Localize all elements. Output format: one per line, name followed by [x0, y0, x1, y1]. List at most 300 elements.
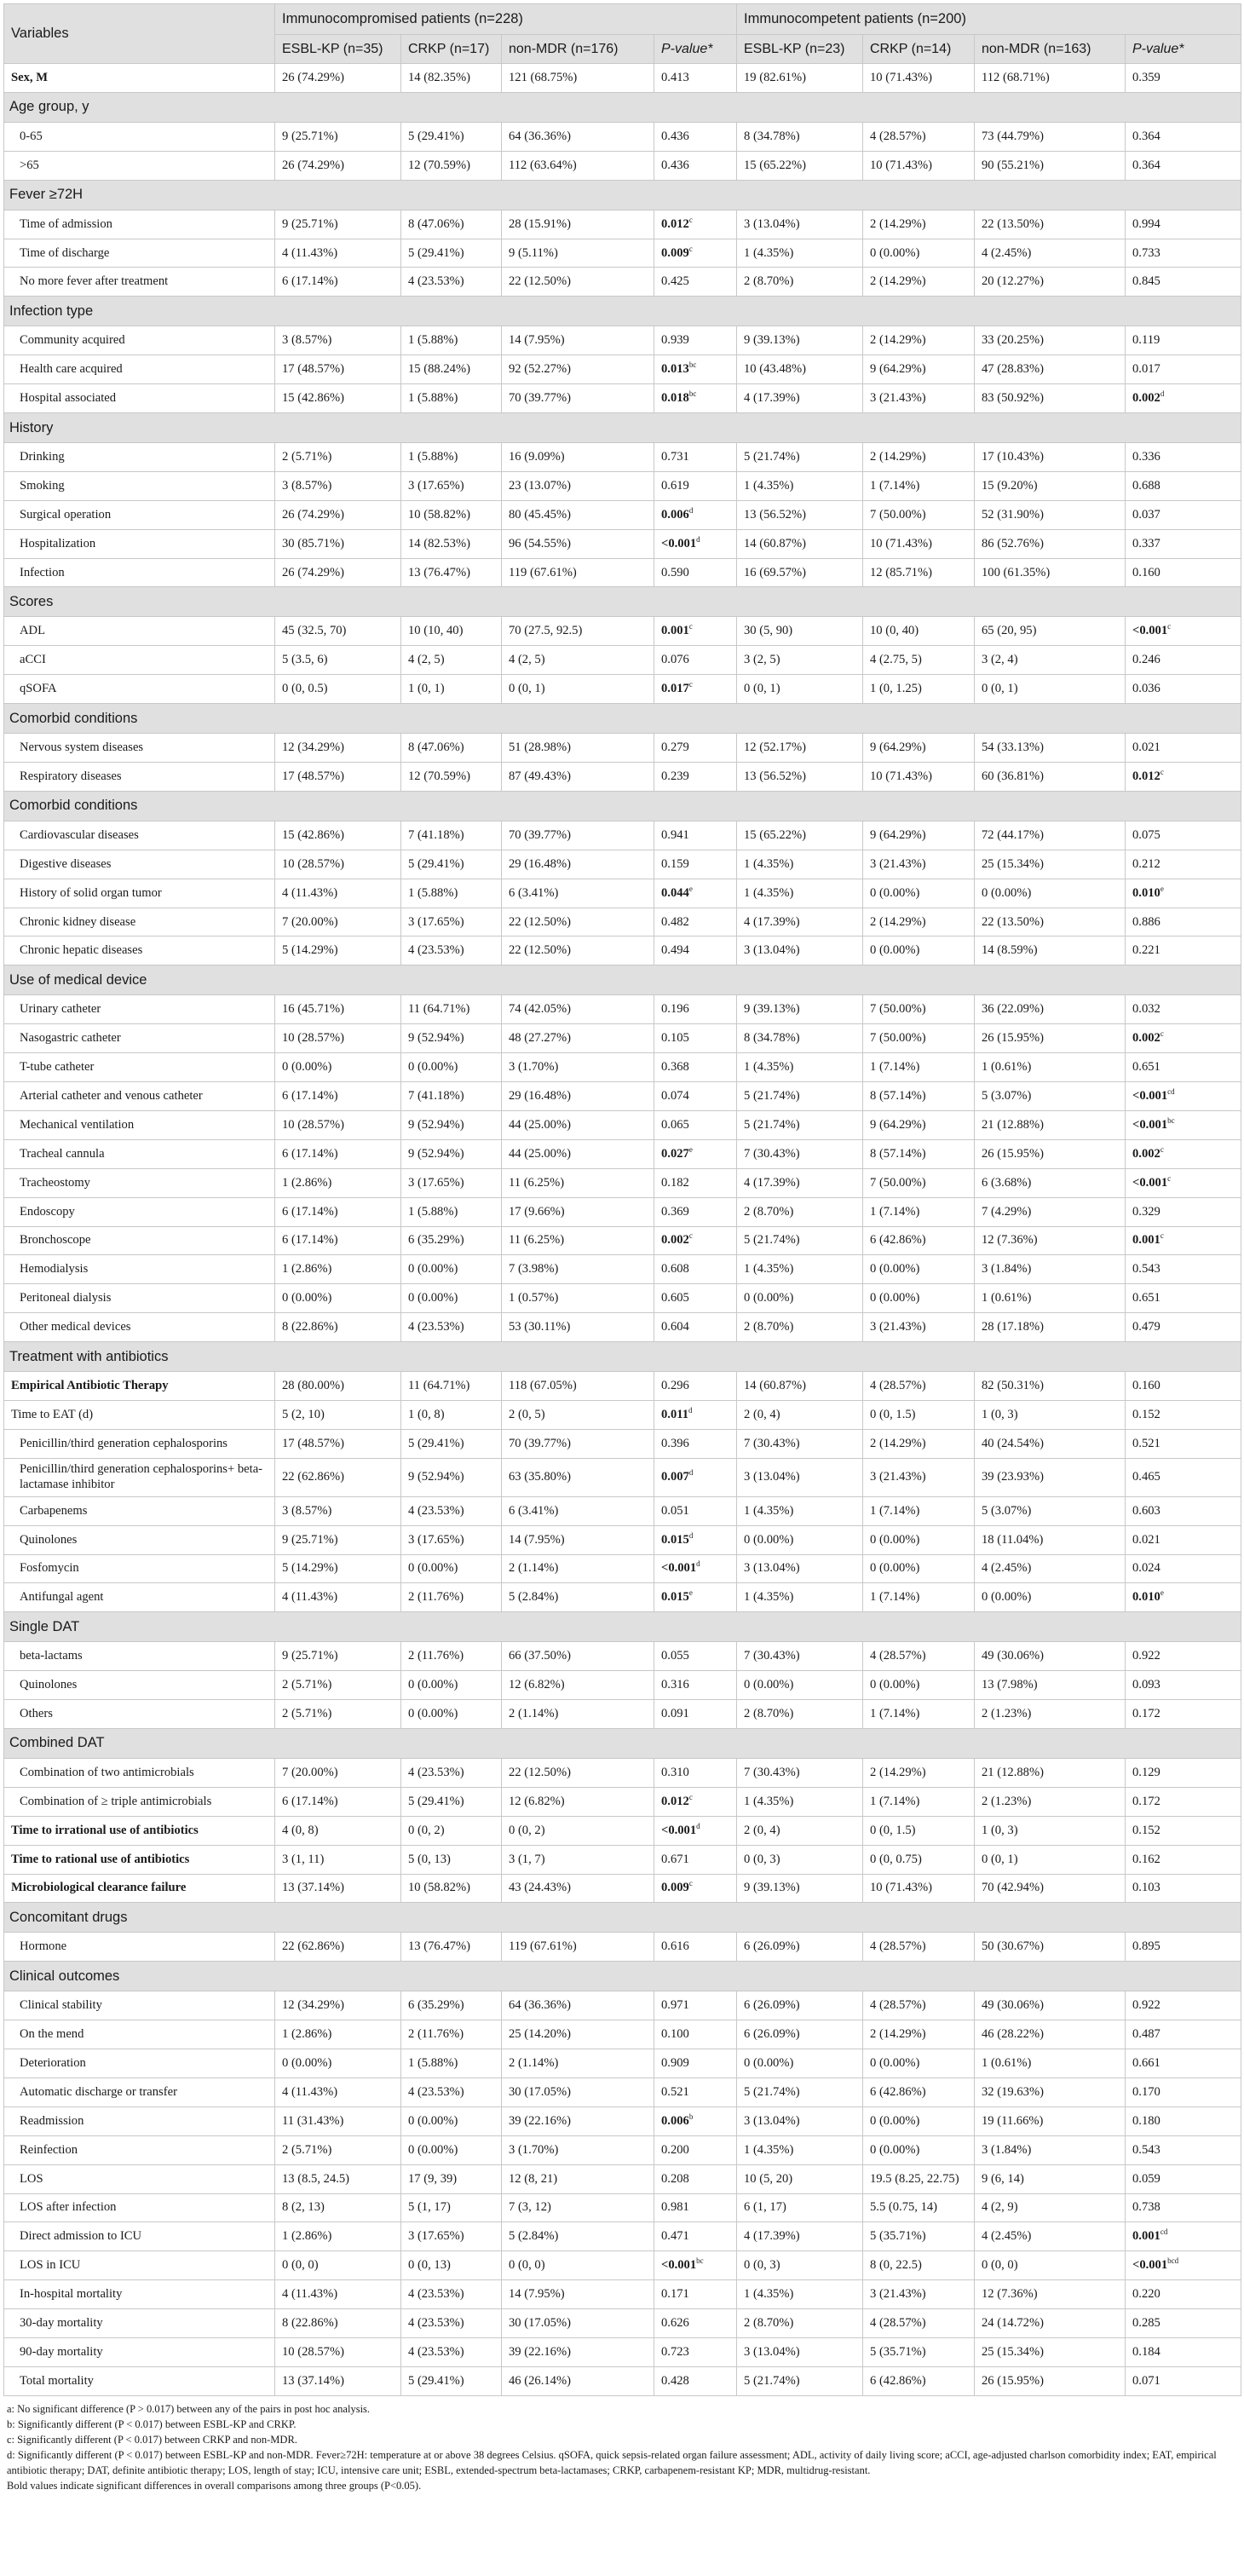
p-value-cell — [1126, 2049, 1241, 2078]
p-value: 0.605 — [661, 1291, 689, 1305]
p-value: 0.002 — [1132, 391, 1160, 406]
p-value-cell — [654, 384, 737, 413]
value-cell: 0 (0, 0.5) — [275, 675, 401, 704]
value-cell: 12 (6.82%) — [502, 1787, 654, 1816]
footnote-marker: d — [696, 534, 700, 544]
value-cell: 10 (71.43%) — [863, 64, 975, 93]
value-cell: 1 (4.35%) — [737, 879, 863, 908]
p-value: 0.013 — [661, 362, 689, 377]
value-cell: 3 (1.84%) — [975, 1255, 1126, 1284]
p-value-cell — [654, 239, 737, 268]
table-row — [4, 1110, 1241, 1139]
value-cell: 14 (82.35%) — [401, 64, 502, 93]
value-cell: 3 (17.65%) — [401, 908, 502, 936]
value-cell: 10 (28.57%) — [275, 1110, 401, 1139]
p-value: 0.093 — [1132, 1678, 1160, 1692]
value-cell: 6 (17.14%) — [275, 1226, 401, 1255]
value-cell: 6 (1, 17) — [737, 2193, 863, 2222]
row-label: T-tube catheter — [4, 1053, 275, 1082]
value-cell: 2 (11.76%) — [401, 1642, 502, 1671]
table-row — [4, 2309, 1241, 2338]
value-cell: 2 (11.76%) — [401, 1583, 502, 1612]
value-cell: 17 (48.57%) — [275, 1429, 401, 1458]
value-cell: 22 (62.86%) — [275, 1933, 401, 1962]
value-cell: 2 (8.70%) — [737, 1313, 863, 1342]
value-cell: 0 (0.00%) — [863, 2135, 975, 2164]
value-cell: 0 (0, 0.75) — [863, 1845, 975, 1874]
value-cell: 5 (35.71%) — [863, 2338, 975, 2367]
value-cell: 12 (6.82%) — [502, 1671, 654, 1700]
p-value: <0.001 — [1132, 624, 1168, 638]
value-cell: 16 (69.57%) — [737, 558, 863, 587]
p-value-cell — [654, 2020, 737, 2049]
row-label: No more fever after treatment — [4, 268, 275, 297]
p-value: 0.152 — [1132, 1407, 1160, 1421]
value-cell: 14 (60.87%) — [737, 529, 863, 558]
value-cell: 5.5 (0.75, 14) — [863, 2193, 975, 2222]
p-value-cell — [1126, 1583, 1241, 1612]
table-row — [4, 1255, 1241, 1284]
value-cell: 8 (2, 13) — [275, 2193, 401, 2222]
value-cell: 26 (74.29%) — [275, 558, 401, 587]
value-cell: 26 (15.95%) — [975, 2366, 1126, 2395]
p-value-cell — [1126, 529, 1241, 558]
value-cell: 26 (74.29%) — [275, 151, 401, 180]
value-cell: 19.5 (8.25, 22.75) — [863, 2164, 975, 2193]
table-row — [4, 995, 1241, 1024]
value-cell: 73 (44.79%) — [975, 122, 1126, 151]
p-value-cell — [1126, 879, 1241, 908]
footnote-marker: bc — [688, 360, 697, 370]
table-row — [4, 1991, 1241, 2020]
value-cell: 8 (22.86%) — [275, 1313, 401, 1342]
table-row — [4, 1313, 1241, 1342]
p-value: 0.065 — [661, 1117, 689, 1132]
value-cell: 1 (4.35%) — [737, 850, 863, 879]
p-value: 0.160 — [1132, 1379, 1160, 1392]
table-row — [4, 2222, 1241, 2251]
section-title: Scores — [4, 587, 1241, 617]
footnote-marker: e — [688, 1144, 693, 1154]
value-cell: 7 (41.18%) — [401, 1082, 502, 1111]
p-value: 0.922 — [1132, 1998, 1160, 2013]
footnote-marker: c — [1160, 768, 1164, 777]
value-cell: 6 (42.86%) — [863, 1226, 975, 1255]
value-cell: 22 (13.50%) — [975, 908, 1126, 936]
value-cell: 18 (11.04%) — [975, 1525, 1126, 1554]
value-cell: 15 (42.86%) — [275, 384, 401, 413]
table-row — [4, 2020, 1241, 2049]
results-table — [3, 3, 1241, 2396]
value-cell: 9 (64.29%) — [863, 1110, 975, 1139]
table-row — [4, 2135, 1241, 2164]
row-label: Respiratory diseases — [4, 763, 275, 792]
value-cell: 82 (50.31%) — [975, 1372, 1126, 1401]
p-value-cell — [1126, 1525, 1241, 1554]
table-row — [4, 1400, 1241, 1429]
row-label: Others — [4, 1700, 275, 1729]
value-cell: 1 (7.14%) — [863, 1197, 975, 1226]
p-value: 0.626 — [661, 2316, 689, 2331]
value-cell: 51 (28.98%) — [502, 734, 654, 763]
value-cell: 4 (17.39%) — [737, 2222, 863, 2251]
footnote-marker: cd — [1167, 1087, 1175, 1097]
value-cell: 0 (0, 1) — [975, 675, 1126, 704]
value-cell: 4 (17.39%) — [737, 1168, 863, 1197]
value-cell: 19 (11.66%) — [975, 2106, 1126, 2135]
p-value-cell — [1126, 2020, 1241, 2049]
table-row — [4, 384, 1241, 413]
p-value: 0.738 — [1132, 2200, 1160, 2215]
value-cell: 3 (13.04%) — [737, 936, 863, 965]
p-value: <0.001 — [1132, 1117, 1168, 1132]
section-header — [4, 704, 1241, 734]
p-value: 0.939 — [661, 333, 689, 348]
p-value-cell — [654, 1429, 737, 1458]
value-cell: 0 (0.00%) — [401, 1284, 502, 1313]
p-value-cell — [654, 1816, 737, 1845]
value-cell: 29 (16.48%) — [502, 850, 654, 879]
value-cell: 86 (52.76%) — [975, 529, 1126, 558]
value-cell: 9 (64.29%) — [863, 821, 975, 850]
value-cell: 80 (45.45%) — [502, 500, 654, 529]
value-cell: 3 (13.04%) — [737, 2106, 863, 2135]
table-row — [4, 529, 1241, 558]
value-cell: 118 (67.05%) — [502, 1372, 654, 1401]
value-cell: 1 (0, 3) — [975, 1816, 1126, 1845]
value-cell: 30 (17.05%) — [502, 2309, 654, 2338]
footnote-marker: c — [688, 244, 693, 253]
value-cell: 1 (0.57%) — [502, 1284, 654, 1313]
p-value: 0.886 — [1132, 914, 1160, 929]
p-value-cell — [654, 1139, 737, 1168]
p-value: <0.001 — [1132, 2258, 1168, 2273]
value-cell: 0 (0, 1.5) — [863, 1816, 975, 1845]
value-cell: 5 (21.74%) — [737, 443, 863, 472]
value-cell: 11 (64.71%) — [401, 995, 502, 1024]
value-cell: 4 (11.43%) — [275, 239, 401, 268]
value-cell: 4 (28.57%) — [863, 1372, 975, 1401]
table-row — [4, 879, 1241, 908]
footnote-marker: e — [1160, 1588, 1164, 1598]
value-cell: 2 (8.70%) — [737, 1700, 863, 1729]
p-value: 0.002 — [661, 1233, 689, 1248]
table-row — [4, 64, 1241, 93]
row-label: LOS in ICU — [4, 2251, 275, 2280]
value-cell: 2 (0, 5) — [502, 1400, 654, 1429]
row-label: Hospital associated — [4, 384, 275, 413]
value-cell: 0 (0, 3) — [737, 2251, 863, 2280]
value-cell: 0 (0.00%) — [975, 879, 1126, 908]
value-cell: 17 (48.57%) — [275, 763, 401, 792]
value-cell: 3 (17.65%) — [401, 2222, 502, 2251]
table-row — [4, 936, 1241, 965]
p-value: 0.009 — [661, 1881, 689, 1895]
value-cell: 47 (28.83%) — [975, 355, 1126, 384]
row-label: Urinary catheter — [4, 995, 275, 1024]
value-cell: 3 (17.65%) — [401, 471, 502, 500]
p-value-cell — [654, 1845, 737, 1874]
value-cell: 6 (26.09%) — [737, 2020, 863, 2049]
table-row — [4, 2049, 1241, 2078]
p-value-cell — [1126, 471, 1241, 500]
p-value-cell — [654, 675, 737, 704]
p-value-cell — [654, 2366, 737, 2395]
section-header — [4, 297, 1241, 326]
value-cell: 28 (80.00%) — [275, 1372, 401, 1401]
p-value: 0.024 — [1132, 1561, 1160, 1576]
value-cell: 9 (64.29%) — [863, 734, 975, 763]
table-row — [4, 1642, 1241, 1671]
value-cell: 4 (11.43%) — [275, 2078, 401, 2106]
value-cell: 0 (0, 0) — [502, 2251, 654, 2280]
footnote-marker: d — [688, 1530, 694, 1540]
value-cell: 8 (0, 22.5) — [863, 2251, 975, 2280]
row-label: Empirical Antibiotic Therapy — [4, 1372, 275, 1401]
value-cell: 2 (8.70%) — [737, 2309, 863, 2338]
value-cell: 2 (1.23%) — [975, 1787, 1126, 1816]
value-cell: 8 (34.78%) — [737, 1024, 863, 1053]
row-label: Tracheostomy — [4, 1168, 275, 1197]
table-row — [4, 1933, 1241, 1962]
row-label: 30-day mortality — [4, 2309, 275, 2338]
value-cell: 0 (0.00%) — [863, 239, 975, 268]
footnote-marker: bc — [688, 389, 697, 399]
value-cell: 3 (13.04%) — [737, 2338, 863, 2367]
p-value-cell — [654, 734, 737, 763]
footnote: a: No significant difference (P > 0.017) between any of the pairs in post hoc analysis. — [7, 2402, 371, 2415]
value-cell: 17 (9.66%) — [502, 1197, 654, 1226]
row-label: Digestive diseases — [4, 850, 275, 879]
value-cell: 22 (12.50%) — [502, 908, 654, 936]
value-cell: 0 (0.00%) — [401, 1255, 502, 1284]
p-value-cell — [1126, 821, 1241, 850]
value-cell: 4 (0, 8) — [275, 1816, 401, 1845]
value-cell: 6 (3.41%) — [502, 879, 654, 908]
row-label: Reinfection — [4, 2135, 275, 2164]
footnote-marker: c — [688, 1792, 693, 1801]
value-cell: 12 (70.59%) — [401, 763, 502, 792]
p-value-cell — [654, 1787, 737, 1816]
p-value: 0.044 — [661, 885, 689, 900]
p-value-cell — [654, 2193, 737, 2222]
value-cell: 9 (25.71%) — [275, 210, 401, 239]
p-value-cell — [1126, 2366, 1241, 2395]
value-cell: 5 (2.84%) — [502, 2222, 654, 2251]
p-value-cell — [1126, 734, 1241, 763]
value-cell: 1 (4.35%) — [737, 239, 863, 268]
value-cell: 0 (0, 3) — [737, 1845, 863, 1874]
row-label: Chronic kidney disease — [4, 908, 275, 936]
p-value-cell — [1126, 1816, 1241, 1845]
value-cell: 7 (50.00%) — [863, 995, 975, 1024]
value-cell: 3 (17.65%) — [401, 1168, 502, 1197]
value-cell: 5 (29.41%) — [401, 1787, 502, 1816]
value-cell: 4 (23.53%) — [401, 1496, 502, 1525]
p-value: 0.001 — [661, 624, 689, 638]
value-cell: 0 (0.00%) — [863, 2106, 975, 2135]
value-cell: 63 (35.80%) — [502, 1458, 654, 1496]
value-cell: 16 (9.09%) — [502, 443, 654, 472]
value-cell: 1 (4.35%) — [737, 471, 863, 500]
p-value-cell — [654, 850, 737, 879]
p-value-cell — [654, 443, 737, 472]
value-cell: 1 (5.88%) — [401, 879, 502, 908]
section-title: Use of medical device — [4, 965, 1241, 995]
value-cell: 0 (0.00%) — [863, 1525, 975, 1554]
p-value: 0.981 — [661, 2200, 689, 2215]
row-label: Peritoneal dialysis — [4, 1284, 275, 1313]
p-value-cell — [1126, 1372, 1241, 1401]
p-value: 0.368 — [661, 1060, 689, 1075]
value-cell: 5 (2, 10) — [275, 1400, 401, 1429]
row-label: Clinical stability — [4, 1991, 275, 2020]
value-cell: 7 (50.00%) — [863, 1168, 975, 1197]
row-label: Smoking — [4, 471, 275, 500]
p-value-cell — [654, 1933, 737, 1962]
footnote-marker: c — [688, 1879, 693, 1888]
table-row — [4, 617, 1241, 646]
p-value: 0.170 — [1132, 2084, 1160, 2099]
p-value: 0.021 — [1132, 1532, 1160, 1547]
value-cell: 2 (14.29%) — [863, 1758, 975, 1787]
value-cell: 2 (1.14%) — [502, 2049, 654, 2078]
row-label: Combination of ≥ triple antimicrobials — [4, 1787, 275, 1816]
table-row — [4, 2106, 1241, 2135]
p-value-cell — [654, 1110, 737, 1139]
p-value: 0.337 — [1132, 536, 1160, 550]
p-value-cell — [1126, 1110, 1241, 1139]
value-cell: 0 (0.00%) — [737, 1284, 863, 1313]
value-cell: 25 (15.34%) — [975, 850, 1126, 879]
footnotes — [3, 2396, 1241, 2494]
table-row — [4, 734, 1241, 763]
p-value-cell — [654, 1226, 737, 1255]
p-value: 0.208 — [661, 2171, 689, 2186]
p-value-cell — [1126, 1082, 1241, 1111]
value-cell: 48 (27.27%) — [502, 1024, 654, 1053]
p-value-cell — [654, 617, 737, 646]
p-value-cell — [1126, 763, 1241, 792]
value-cell: 0 (0, 0) — [975, 2251, 1126, 2280]
p-value-cell — [1126, 151, 1241, 180]
value-cell: 15 (88.24%) — [401, 355, 502, 384]
section-header — [4, 1903, 1241, 1933]
p-value-cell — [654, 1874, 737, 1903]
row-label: Health care acquired — [4, 355, 275, 384]
table-row — [4, 500, 1241, 529]
p-value: 0.018 — [661, 391, 689, 406]
p-value: 0.001 — [1132, 1233, 1160, 1248]
subheader-2: non-MDR (n=176) — [502, 35, 654, 64]
value-cell: 5 (3.5, 6) — [275, 646, 401, 675]
p-value-cell — [654, 821, 737, 850]
row-label: Arterial catheter and venous catheter — [4, 1082, 275, 1111]
value-cell: 46 (26.14%) — [502, 2366, 654, 2395]
value-cell: 8 (47.06%) — [401, 734, 502, 763]
footnote-marker: e — [688, 1588, 693, 1598]
value-cell: 1 (4.35%) — [737, 1787, 863, 1816]
value-cell: 1 (5.88%) — [401, 1197, 502, 1226]
value-cell: 1 (2.86%) — [275, 2020, 401, 2049]
value-cell: 112 (63.64%) — [502, 151, 654, 180]
table-row — [4, 1816, 1241, 1845]
p-value: 0.105 — [661, 1031, 689, 1046]
table-row — [4, 1226, 1241, 1255]
p-value: 0.152 — [1132, 1823, 1160, 1837]
row-label: Surgical operation — [4, 500, 275, 529]
p-value: 0.604 — [661, 1320, 689, 1334]
value-cell: 1 (0, 1) — [401, 675, 502, 704]
table-row — [4, 1458, 1241, 1496]
value-cell: 13 (37.14%) — [275, 1874, 401, 1903]
value-cell: 1 (7.14%) — [863, 471, 975, 500]
section-header — [4, 1612, 1241, 1642]
value-cell: 5 (29.41%) — [401, 239, 502, 268]
p-value-cell — [1126, 2309, 1241, 2338]
value-cell: 22 (12.50%) — [502, 1758, 654, 1787]
value-cell: 2 (1.23%) — [975, 1700, 1126, 1729]
p-value: 0.651 — [1132, 1291, 1160, 1305]
table-row — [4, 355, 1241, 384]
p-value: 0.941 — [661, 827, 689, 842]
table-row — [4, 1496, 1241, 1525]
p-value: 0.364 — [1132, 158, 1160, 172]
table-row — [4, 1758, 1241, 1787]
p-value: 0.182 — [661, 1175, 689, 1190]
value-cell: 4 (17.39%) — [737, 908, 863, 936]
value-cell: 2 (5.71%) — [275, 1671, 401, 1700]
value-cell: 2 (1.14%) — [502, 1554, 654, 1583]
p-value: 0.012 — [661, 216, 689, 231]
value-cell: 5 (0, 13) — [401, 1845, 502, 1874]
p-value: 0.616 — [661, 1939, 689, 1954]
p-value: 0.651 — [1132, 1060, 1160, 1075]
p-value: 0.479 — [1132, 1320, 1160, 1334]
value-cell: 5 (2.84%) — [502, 1583, 654, 1612]
value-cell: 0 (0.00%) — [863, 1255, 975, 1284]
p-value: 0.021 — [1132, 741, 1160, 755]
footnote-marker: c — [1160, 1231, 1164, 1241]
value-cell: 64 (36.36%) — [502, 1991, 654, 2020]
p-value: 0.212 — [1132, 856, 1160, 871]
p-value-cell — [1126, 443, 1241, 472]
footnote-marker: bcd — [1167, 2256, 1179, 2266]
value-cell: 3 (2, 5) — [737, 646, 863, 675]
value-cell: 1 (7.14%) — [863, 1496, 975, 1525]
value-cell: 21 (12.88%) — [975, 1758, 1126, 1787]
footnote-marker: c — [1167, 622, 1172, 631]
p-value: 0.543 — [1132, 2142, 1160, 2157]
value-cell: 3 (13.04%) — [737, 1458, 863, 1496]
p-value: 0.051 — [661, 1503, 689, 1518]
section-header — [4, 1342, 1241, 1372]
value-cell: 33 (20.25%) — [975, 326, 1126, 355]
value-cell: 5 (35.71%) — [863, 2222, 975, 2251]
table-body — [4, 64, 1241, 2396]
value-cell: 4 (2.45%) — [975, 239, 1126, 268]
value-cell: 49 (30.06%) — [975, 1642, 1126, 1671]
table-row — [4, 2280, 1241, 2309]
p-value: 0.012 — [1132, 769, 1160, 783]
value-cell: 1 (0.61%) — [975, 1053, 1126, 1082]
value-cell: 2 (14.29%) — [863, 1429, 975, 1458]
value-cell: 9 (64.29%) — [863, 355, 975, 384]
p-value: 0.059 — [1132, 2171, 1160, 2186]
row-label: Hospitalization — [4, 529, 275, 558]
p-value-cell — [1126, 2106, 1241, 2135]
value-cell: 4 (2.45%) — [975, 1554, 1126, 1583]
